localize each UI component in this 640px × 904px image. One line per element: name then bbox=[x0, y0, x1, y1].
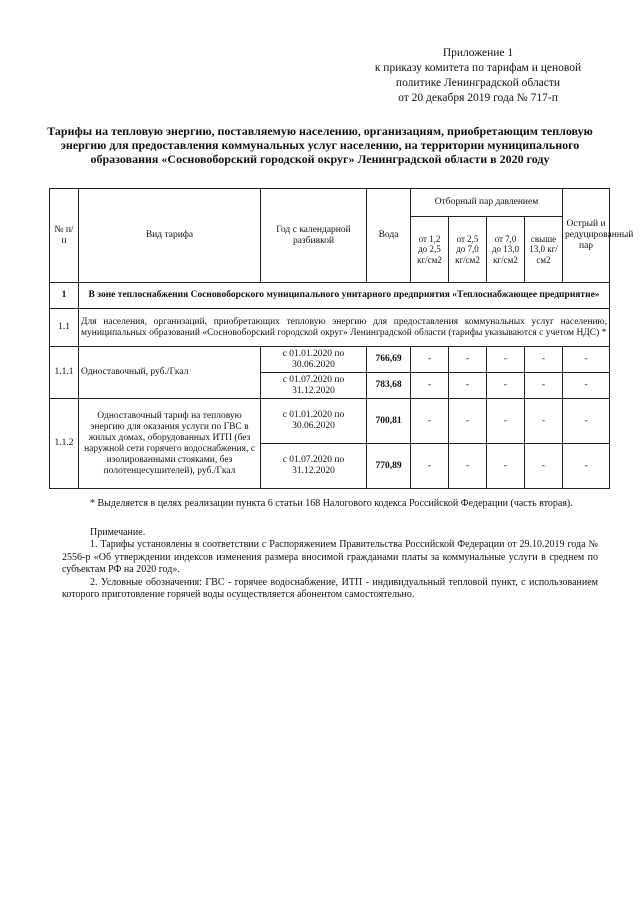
row-steam-2: - bbox=[449, 399, 487, 444]
row-steam-1: - bbox=[411, 347, 449, 373]
section-row bbox=[50, 283, 610, 309]
row-steam-3: - bbox=[487, 444, 525, 489]
row-steam-3: - bbox=[487, 399, 525, 444]
row-sharp-steam: - bbox=[563, 444, 610, 489]
row-steam-4: - bbox=[525, 399, 563, 444]
row-sharp-steam: - bbox=[563, 399, 610, 444]
appendix-header bbox=[348, 46, 608, 106]
row-steam-2: - bbox=[449, 373, 487, 399]
subsection-number: 1.1 bbox=[50, 309, 79, 347]
appendix-line-2: к приказу комитета по тарифам и ценовой bbox=[374, 62, 582, 74]
subsection-text: Для населения, организаций, приобретающих тепловую энергию для предоставления коммунальных услуг населению, муниципальных образований «Сосновоборский городской округ» Ленинградской области (тарифы указываются с учетом НДС) * bbox=[79, 309, 610, 347]
row-steam-4: - bbox=[525, 373, 563, 399]
tariff-table bbox=[49, 188, 634, 489]
header-tariff-type: Вид тарифа bbox=[79, 189, 261, 283]
footnote: * Выделяется в целях реализации пункта 6 статьи 168 Налогового кодекса Российской Федерации (часть вторая). bbox=[90, 498, 573, 509]
notes-heading: Примечание. bbox=[90, 526, 146, 538]
header-water: Вода bbox=[367, 189, 411, 283]
note-item-1: 1. Тарифы установлены в соответствии с Распоряжением Правительства Российской Федерации от 29.10.2019 года № 2556-р «Об утверждении индексов изменения размера вносимой гражданами платы за коммунальные услуги в среднем по субъектам РФ на 2020 год». bbox=[62, 539, 598, 575]
table-row bbox=[50, 347, 610, 373]
header-steam-1: от 1,2 до 2,5 кг/см2 bbox=[411, 217, 449, 283]
row-steam-1: - bbox=[411, 373, 449, 399]
row-steam-2: - bbox=[449, 444, 487, 489]
row-number: 1.1.2 bbox=[50, 399, 79, 489]
row-water-value: 783,68 bbox=[367, 373, 411, 399]
row-sharp-steam: - bbox=[563, 373, 610, 399]
notes-block bbox=[62, 498, 598, 602]
appendix-line-1: Приложение 1 bbox=[442, 47, 514, 59]
row-steam-3: - bbox=[487, 347, 525, 373]
note-item-2: 2. Условные обозначения: ГВС - горячее водоснабжение, ИТП - индивидуальный тепловой пункт, с использованием которого приготовление горячей воды осуществляется абонентом самостоятельно. bbox=[62, 576, 598, 600]
header-sharp-steam: Острый и редуцированный пар bbox=[563, 189, 610, 283]
row-sharp-steam: - bbox=[563, 347, 610, 373]
row-period: с 01.01.2020 по 30.06.2020 bbox=[261, 347, 367, 373]
header-steam-4: свыше 13,0 кг/см2 bbox=[525, 217, 563, 283]
row-tariff-type: Одноставочный, руб./Гкал bbox=[79, 347, 261, 399]
header-steam-2: от 2,5 до 7,0 кг/см2 bbox=[449, 217, 487, 283]
row-steam-3: - bbox=[487, 373, 525, 399]
row-period: с 01.07.2020 по 31.12.2020 bbox=[261, 373, 367, 399]
row-steam-2: - bbox=[449, 347, 487, 373]
header-steam-group: Отборный пар давлением bbox=[411, 189, 563, 217]
document-title: Тарифы на тепловую энергию, поставляемую населению, организациям, приобретающим тепловую энергию для предоставления коммунальных услуг населению, на территории муниципального образования «Сосновоборский городской округ» Ленинградской области в 2020 году bbox=[47, 124, 593, 166]
spacer bbox=[62, 511, 598, 527]
row-period: с 01.01.2020 по 30.06.2020 bbox=[261, 399, 367, 444]
row-steam-1: - bbox=[411, 444, 449, 489]
row-steam-1: - bbox=[411, 399, 449, 444]
row-water-value: 766,69 bbox=[367, 347, 411, 373]
row-number: 1.1.1 bbox=[50, 347, 79, 399]
row-water-value: 700,81 bbox=[367, 399, 411, 444]
row-steam-4: - bbox=[525, 444, 563, 489]
row-steam-4: - bbox=[525, 347, 563, 373]
row-water-value: 770,89 bbox=[367, 444, 411, 489]
section-number: 1 bbox=[50, 283, 79, 309]
row-tariff-type: Одноставочный тариф на тепловую энергию для оказания услуги по ГВС в жилых домах, оборудованных ИТП (без наружной сети горячего водоснабжения, с изолированными стояками, без полотенцесушителей), руб./Гкал bbox=[79, 399, 261, 489]
row-period: с 01.07.2020 по 31.12.2020 bbox=[261, 444, 367, 489]
appendix-line-3: политике Ленинградской области bbox=[395, 77, 561, 89]
appendix-line-4: от 20 декабря 2019 года № 717-п bbox=[398, 92, 558, 104]
header-number: № п/п bbox=[50, 189, 79, 283]
subsection-row bbox=[50, 309, 610, 347]
header-year: Год с календарной разбивкой bbox=[261, 189, 367, 283]
table-row bbox=[50, 399, 610, 444]
header-steam-3: от 7,0 до 13,0 кг/см2 bbox=[487, 217, 525, 283]
section-text: В зоне теплоснабжения Сосновоборского муниципального унитарного предприятия «Теплоснабжающее предприятие» bbox=[79, 283, 610, 309]
